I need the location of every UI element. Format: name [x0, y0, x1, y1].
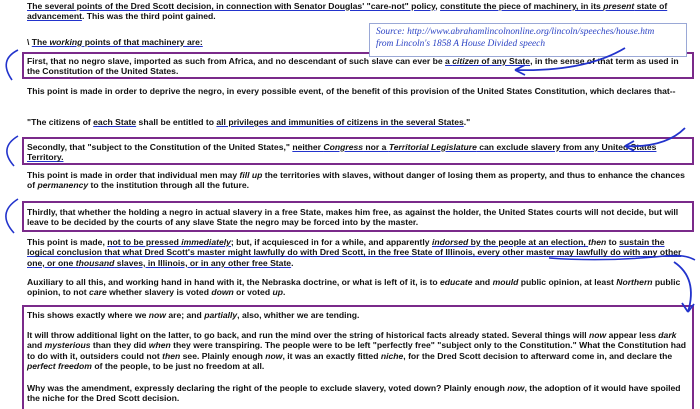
deprive-paragraph: This point is made in order to deprive the negro, in every possible event, of the benefit of this provision of the United States Constitution, which declares that--: [27, 86, 676, 96]
first-point: First, that no negro slave, imported as such from Africa, and no descendant of such slave can ever be a citizen of any State, in the sense of that term as used in the Constitution of the United States.: [27, 56, 679, 77]
annotation-bracket-left-2: [0, 132, 24, 172]
constitution-quote: "The citizens of each State shall be entitled to all privileges and immunities of citizens in the several States.": [27, 117, 471, 127]
throw-light-paragraph: It will throw additional light on the latter, to go back, and run the mind over the string of historical facts already stated. Several things will now appear less dark and mysterious than they did when they were transpiring. The people were to be left "perfectly free" "subject only to the Constitution." What the Constitution had to do with it, outsiders could not then see. Plainly enough now, it was an exactly fitted niche, for the Dred Scott decision to afterward come in, and declare the perfect freedom of the people, to be just no freedom at all.: [27, 330, 687, 372]
annotation-bracket-left-3: [0, 195, 24, 239]
intro-paragraph: The several points of the Dred Scott decision, in connection with Senator Douglas' "care-not" policy, constitute the piece of machinery, in its present state of advancement. This was the third point gained.: [27, 1, 668, 22]
auxiliary-paragraph: Auxiliary to all this, and working hand in hand with it, the Nebraska doctrine, or what is left of it, is to educate and mould public opinion, at least Northern public opinion, to not care whether slavery is voted down or voted up.: [27, 277, 681, 298]
second-point: Secondly, that "subject to the Constitution of the United States," neither Congress nor a Territorial Legislature can exclude slavery from any United States Territory.: [27, 142, 657, 163]
source-url: Source: http://www.abrahamlincolnonline.org/lincoln/speeches/house.htm: [376, 27, 655, 37]
source-note: [369, 23, 687, 57]
annotation-bracket-left-1: [0, 46, 24, 86]
shows-paragraph: This shows exactly where we now are; and partially, also, whither we are tending.: [27, 310, 360, 320]
working-points-heading: \ The working points of that machinery are:: [27, 37, 203, 47]
pressed-paragraph: This point is made, not to be pressed immediately; but, if acquiesced in for a while, and apparently indorsed by the people at an election, then to sustain the logical conclusion that what Dred Scott's master might lawfully do with Dred Scott, in the free State of Illinois, every other master may lawfully do with any other one, or one thousand slaves, in Illinois, or in any other free State.: [27, 237, 682, 268]
third-point: Thirdly, that whether the holding a negro in actual slavery in a free State, makes him free, as against the holder, the United States courts will not decide, but will leave to be decided by the courts of any slave State the negro may be forced into by the master.: [27, 207, 679, 228]
source-caption: from Lincoln's 1858 A House Divided speech: [376, 38, 546, 49]
why-amendment-paragraph: Why was the amendment, expressly declaring the right of the people to exclude slavery, voted down? Plainly enough now, the adoption of it would have spoiled the niche for the Dred Scott decision.: [27, 383, 681, 404]
fill-up-paragraph: This point is made in order that individual men may fill up the territories with slaves, without danger of losing them as property, and thus to enhance the chances of permanency to the institution through all the future.: [27, 170, 685, 191]
